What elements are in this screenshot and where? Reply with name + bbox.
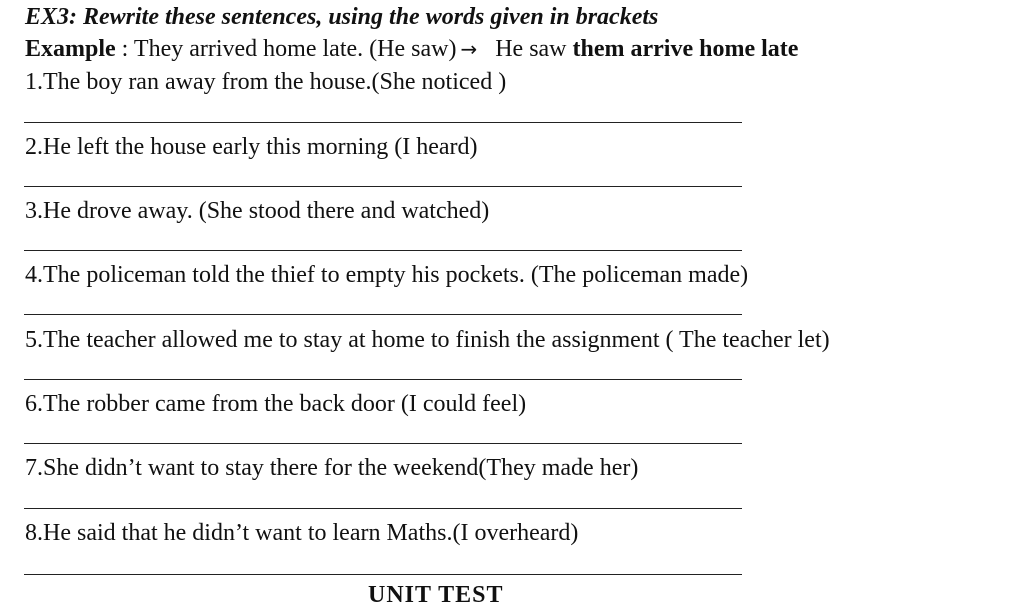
example-label: Example [25,36,116,62]
example-answer-plain: He saw [495,36,573,62]
section-heading: UNIT TEST [368,582,504,608]
answer-line-7[interactable] [24,508,742,509]
exercise-title: EX3: Rewrite these sentences, using the words given in brackets [25,4,659,30]
answer-line-8[interactable] [24,574,742,575]
example-line [25,34,798,64]
question-8: 8.He said that he didn’t want to learn Maths.(I overheard) [25,520,579,546]
question-3: 3.He drove away. (She stood there and watched) [25,198,490,224]
question-7: 7.She didn’t want to stay there for the weekend(They made her) [25,455,639,481]
answer-line-3[interactable] [24,250,742,251]
question-6: 6.The robber came from the back door (I could feel) [25,391,527,417]
right-arrow-icon: → [460,37,478,61]
answer-line-1[interactable] [24,122,742,123]
answer-line-5[interactable] [24,379,742,380]
question-4: 4.The policeman told the thief to empty his pockets. (The policeman made) [25,262,749,288]
example-sentence: They arrived home late. (He saw) [133,36,457,62]
answer-line-6[interactable] [24,443,742,444]
question-2: 2.He left the house early this morning (I heard) [25,134,478,160]
example-answer-bold: them arrive home late [572,36,799,62]
answer-line-4[interactable] [24,314,742,315]
answer-line-2[interactable] [24,186,742,187]
question-5: 5.The teacher allowed me to stay at home to finish the assignment ( The teacher let) [25,327,830,353]
example-separator: : [115,36,134,62]
question-1: 1.The boy ran away from the house.(She noticed ) [25,69,507,95]
